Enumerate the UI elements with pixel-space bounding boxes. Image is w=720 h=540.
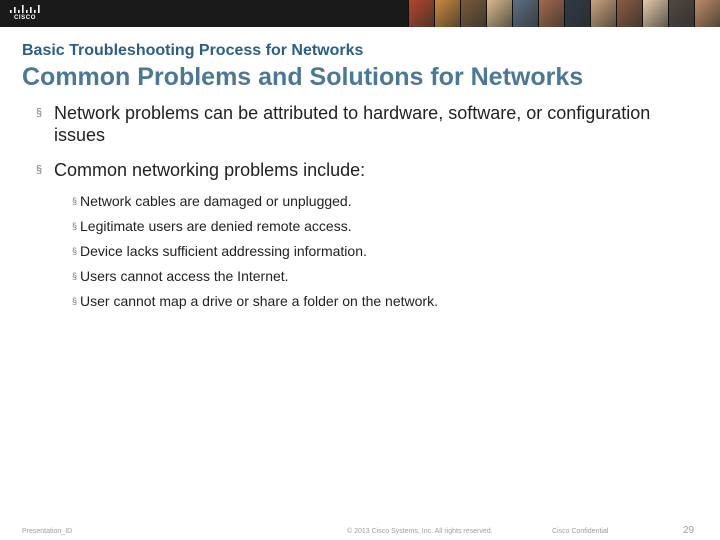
header-photo [564, 0, 590, 27]
sub-bullet-marker-icon: § [72, 296, 78, 306]
bullet-item [36, 102, 676, 146]
sub-bullet-marker-icon: § [72, 246, 78, 256]
header-photo [460, 0, 486, 27]
sub-bullet-list [72, 192, 676, 310]
bullet-item [36, 159, 676, 181]
bullet-text: Network problems can be attributed to hardware, software, or configuration issues [54, 103, 651, 145]
header-photo [538, 0, 564, 27]
header-photo [694, 0, 720, 27]
footer-confidential: Cisco Confidential [552, 528, 609, 535]
logo-wordmark: CISCO [13, 15, 36, 21]
header-photo [590, 0, 616, 27]
header-photo [486, 0, 512, 27]
slide-subtitle: Basic Troubleshooting Process for Networks [22, 42, 364, 59]
cisco-logo [8, 4, 42, 23]
footer-copyright: © 2013 Cisco Systems, Inc. All rights reserved. [347, 528, 493, 535]
header-photo [512, 0, 538, 27]
sub-bullet-item [72, 292, 440, 310]
header-photo [408, 0, 434, 27]
header-bar [0, 0, 720, 27]
sub-bullet-item [72, 217, 440, 235]
sub-bullet-text: Legitimate users are denied remote access. [80, 218, 352, 234]
sub-bullet-item [72, 267, 440, 285]
header-photo [668, 0, 694, 27]
sub-bullet-text: Device lacks sufficient addressing information. [80, 243, 367, 259]
bullet-marker-icon: § [36, 107, 43, 119]
bullet-list [36, 102, 676, 317]
sub-bullet-text: Network cables are damaged or unplugged. [80, 193, 352, 209]
bullet-text: Common networking problems include: [54, 160, 366, 180]
photo-strip [408, 0, 720, 27]
page-number: 29 [683, 525, 695, 536]
slide-title: Common Problems and Solutions for Networks [22, 63, 584, 91]
header-photo [642, 0, 668, 27]
cisco-bridge-icon [8, 4, 42, 15]
sub-bullet-marker-icon: § [72, 196, 78, 206]
sub-bullet-marker-icon: § [72, 271, 78, 281]
sub-bullet-text: User cannot map a drive or share a folder on the network. [80, 293, 438, 309]
footer-presentation-id: Presentation_ID [22, 528, 73, 535]
sub-bullet-text: Users cannot access the Internet. [80, 268, 289, 284]
header-photo [434, 0, 460, 27]
slide-footer [0, 525, 720, 540]
sub-bullet-item [72, 192, 440, 210]
header-photo [616, 0, 642, 27]
sub-bullet-marker-icon: § [72, 221, 78, 231]
sub-bullet-item [72, 242, 440, 260]
bullet-marker-icon: § [36, 164, 43, 176]
